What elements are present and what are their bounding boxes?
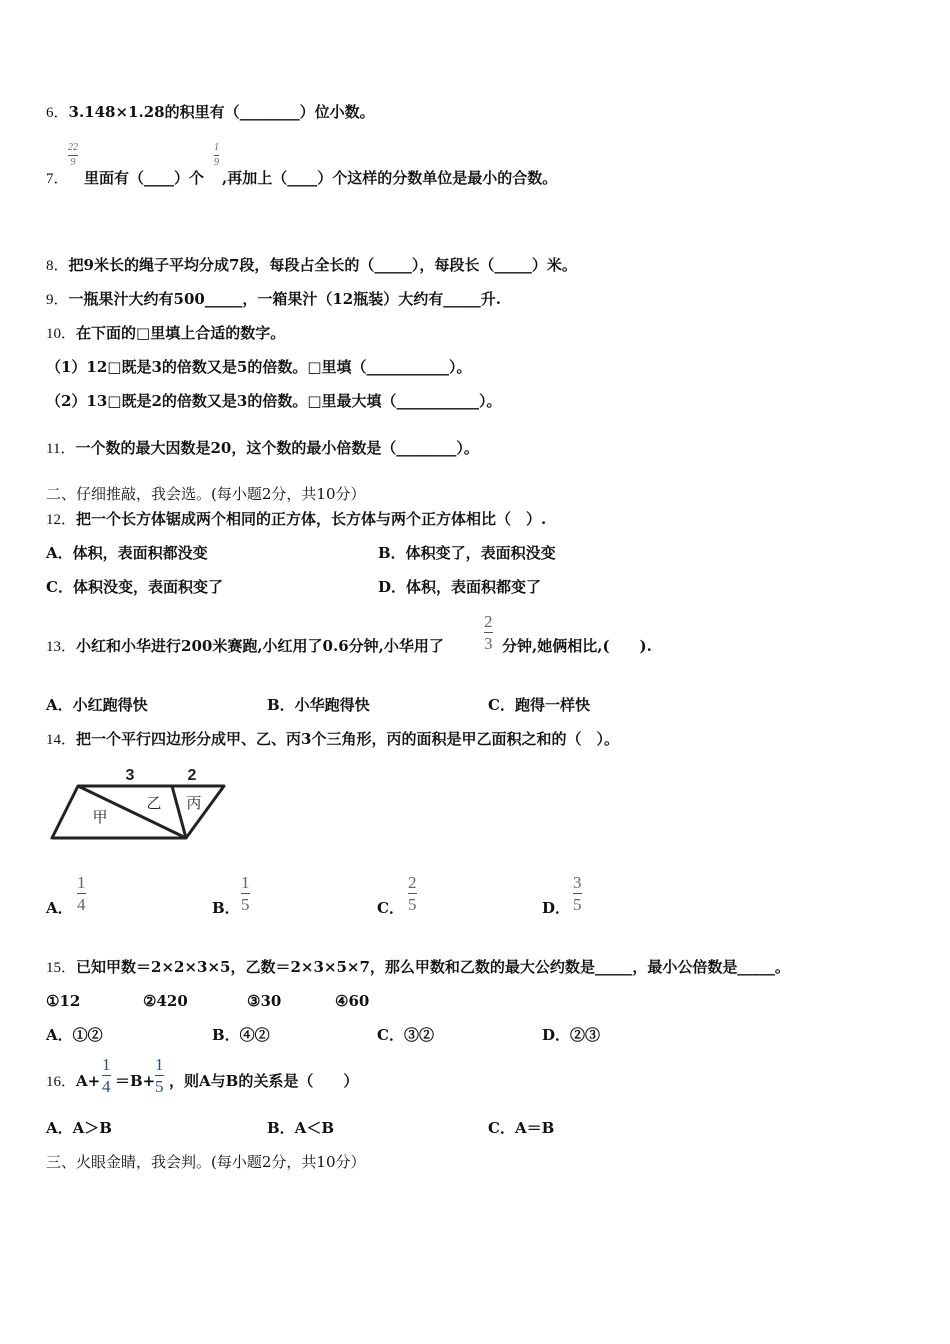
numerator: 1 xyxy=(77,873,86,892)
question-number: 7． xyxy=(46,171,69,187)
q16-option-c[interactable]: C．A＝B xyxy=(488,1119,555,1137)
question-13 xyxy=(46,636,444,657)
section-2-heading: 二、仔细推敲，我会选。(每小题2分，共10分） xyxy=(46,485,366,503)
q15-option-b[interactable]: B．④② xyxy=(212,1026,270,1044)
denominator: 5 xyxy=(241,895,250,914)
question-number: 11． xyxy=(46,441,76,457)
q15-option-d[interactable]: D．②③ xyxy=(542,1026,601,1044)
question-12 xyxy=(46,509,546,530)
q15-choice-2: ②420 xyxy=(143,992,188,1010)
fraction-22-9 xyxy=(68,143,78,168)
question-number: 9． xyxy=(46,292,69,308)
fraction-1-4 xyxy=(102,1056,111,1095)
question-text-part2: 分钟,她俩相比,( ). xyxy=(502,637,652,655)
numerator: 1 xyxy=(241,873,250,892)
q14-option-d-label[interactable]: D． xyxy=(542,899,571,917)
denominator: 3 xyxy=(484,634,493,653)
numerator: 22 xyxy=(68,142,78,153)
denominator: 9 xyxy=(70,157,76,168)
q14-option-d-fraction xyxy=(573,874,582,913)
question-number: 15． xyxy=(46,960,77,976)
question-10 xyxy=(46,323,285,344)
parallelogram-figure xyxy=(46,762,236,844)
denominator: 5 xyxy=(155,1077,164,1096)
q15-choice-4: ④60 xyxy=(335,992,370,1010)
section-3-heading: 三、火眼金睛，我会判。(每小题2分，共10分） xyxy=(46,1153,366,1171)
question-number: 8． xyxy=(46,258,69,274)
question-text: 把一个平行四边形分成甲、乙、丙3个三角形，丙的面积是甲乙面积之和的（ ）。 xyxy=(76,730,619,748)
q13-option-a[interactable]: A．小红跑得快 xyxy=(46,696,148,714)
question-number: 14． xyxy=(46,732,77,748)
numerator: 2 xyxy=(484,612,493,631)
denominator: 5 xyxy=(408,895,417,914)
question-text-part1: A+ xyxy=(76,1072,101,1090)
q12-option-a[interactable]: A．体积，表面积都没变 xyxy=(46,544,208,562)
question-7 xyxy=(46,168,69,189)
q15-option-c[interactable]: C．③② xyxy=(377,1026,434,1044)
q12-option-d[interactable]: D．体积，表面积都变了 xyxy=(378,578,542,596)
q14-option-c-fraction xyxy=(408,874,417,913)
question-11 xyxy=(46,438,479,459)
question-9 xyxy=(46,289,501,310)
q12-option-b[interactable]: B．体积变了，表面积没变 xyxy=(378,544,556,562)
denominator: 4 xyxy=(102,1077,111,1096)
question-10-sub2: （2）13□既是2的倍数又是3的倍数。□里最大填（___________）。 xyxy=(46,392,502,410)
question-text: 把一个长方体锯成两个相同的正方体，长方体与两个正方体相比（ ）. xyxy=(76,510,547,528)
fraction-1-5 xyxy=(155,1056,164,1095)
q16-option-b[interactable]: B．A＜B xyxy=(267,1119,334,1137)
numerator: 3 xyxy=(573,873,582,892)
q16-option-a[interactable]: A．A＞B xyxy=(46,1119,112,1137)
label-yi: 乙 xyxy=(146,794,162,812)
question-number: 16． xyxy=(46,1074,77,1090)
q13-option-b[interactable]: B．小华跑得快 xyxy=(267,696,370,714)
question-number: 12． xyxy=(46,512,77,528)
question-text: 一瓶果汁大约有500_____，一箱果汁（12瓶装）大约有_____升. xyxy=(68,290,501,308)
denominator: 9 xyxy=(214,157,219,168)
question-15 xyxy=(46,957,790,978)
question-10-sub1: （1）12□既是3的倍数又是5的倍数。□里填（___________）。 xyxy=(46,358,472,376)
q15-choice-1: ①12 xyxy=(46,992,81,1010)
denominator: 5 xyxy=(573,895,582,914)
label-2: 2 xyxy=(187,767,197,784)
divider-line xyxy=(172,786,186,838)
q15-choice-3: ③30 xyxy=(247,992,282,1010)
question-text: 已知甲数＝2×2×3×5，乙数＝2×3×5×7，那么甲数和乙数的最大公约数是_____，最小公倍数是_____。 xyxy=(76,958,790,976)
denominator: 4 xyxy=(77,895,86,914)
numerator: 1 xyxy=(155,1055,164,1074)
question-number: 10． xyxy=(46,326,77,342)
q13-option-c[interactable]: C．跑得一样快 xyxy=(488,696,590,714)
q12-option-c[interactable]: C．体积没变，表面积变了 xyxy=(46,578,223,596)
question-number: 13． xyxy=(46,639,77,655)
question-6 xyxy=(46,102,375,123)
question-text-part2: ,再加上（____）个这样的分数单位是最小的合数。 xyxy=(222,169,558,187)
question-text: 把9米长的绳子平均分成7段，每段占全长的（_____），每段长（_____）米。 xyxy=(68,256,577,274)
q14-option-b-label[interactable]: B． xyxy=(212,899,240,917)
fraction-2-3 xyxy=(484,613,493,652)
numerator: 1 xyxy=(214,142,219,153)
q14-option-c-label[interactable]: C． xyxy=(377,899,404,917)
numerator: 2 xyxy=(408,873,417,892)
label-jia: 甲 xyxy=(92,808,108,826)
question-text-part1: 里面有（____）个 xyxy=(84,169,205,187)
fraction-1-9 xyxy=(214,143,219,168)
label-bing: 丙 xyxy=(186,794,202,812)
question-14 xyxy=(46,729,619,750)
question-text: 在下面的□里填上合适的数字。 xyxy=(76,324,286,342)
q14-option-b-fraction xyxy=(241,874,250,913)
question-text: 3.148×1.28的积里有（________）位小数。 xyxy=(68,103,375,121)
q14-option-a-fraction xyxy=(77,874,86,913)
question-8 xyxy=(46,255,577,276)
numerator: 1 xyxy=(102,1055,111,1074)
question-text: 一个数的最大因数是20，这个数的最小倍数是（________）。 xyxy=(75,439,479,457)
question-16 xyxy=(46,1071,100,1092)
question-text-part3: ，则A与B的关系是（ ） xyxy=(169,1072,359,1090)
label-3: 3 xyxy=(125,767,135,784)
q15-option-a[interactable]: A．①② xyxy=(46,1026,103,1044)
question-text-part1: 小红和小华进行200米赛跑,小红用了0.6分钟,小华用了 xyxy=(76,637,444,655)
question-number: 6． xyxy=(46,105,69,121)
question-text-part2: ＝B+ xyxy=(115,1072,156,1090)
q14-option-a-label[interactable]: A． xyxy=(46,899,73,917)
